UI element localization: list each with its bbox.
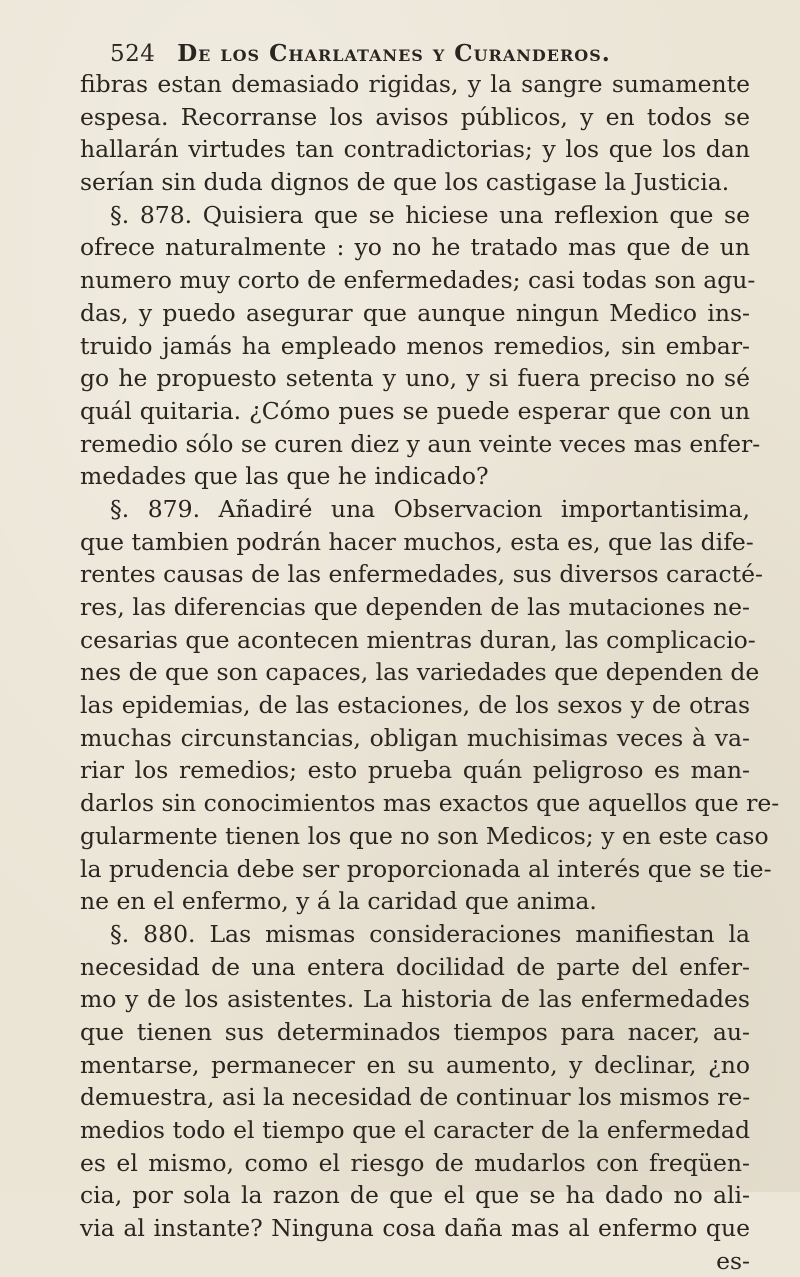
text-line: go he propuesto setenta y uno, y si fuera preciso no sé	[80, 364, 750, 393]
text-line: cia, por sola la razon de que el que se ha dado no ali-	[80, 1181, 750, 1210]
text-line: hallarán virtudes tan contradictorias; y los que los dan	[80, 135, 750, 164]
text-line: las epidemias, de las estaciones, de los sexos y de otras	[80, 691, 750, 720]
text-line: medades que las que he indicado?	[80, 462, 489, 491]
text-line: riar los remedios; esto prueba quán peligroso es man-	[80, 756, 750, 785]
text-line: cesarias que acontecen mientras duran, las complicacio-	[80, 625, 756, 654]
text-line: nes de que son capaces, las variedades que dependen de	[80, 658, 760, 687]
text-line: via al instante? Ninguna cosa daña mas al enfermo que	[80, 1214, 750, 1243]
text-line: ofrece naturalmente : yo no he tratado mas que de un	[80, 233, 750, 262]
text-line: mo y de los asistentes. La historia de las enfermedades	[80, 985, 750, 1014]
paragraph-879-start: §. 879. Añadiré una Observacion importantisima,	[110, 494, 750, 523]
paragraph-880-start: §. 880. Las mismas consideraciones manifiestan la	[110, 919, 750, 948]
text-line: demuestra, asi la necesidad de continuar los mismos re-	[80, 1083, 751, 1112]
catchword: es-	[716, 1246, 750, 1275]
paragraph-878-start: §. 878. Quisiera que se hiciese una reflexion que se	[110, 200, 750, 229]
text-line: muchas circunstancias, obligan muchisimas veces à va-	[80, 723, 750, 752]
text-line: medios todo el tiempo que el caracter de la enfermedad	[80, 1116, 750, 1144]
text-line: que tambien podrán hacer muchos, esta es, que las dife-	[80, 527, 754, 556]
text-line: das, y puedo asegurar que aunque ningun Medico ins-	[80, 298, 750, 327]
text-line: truido jamás ha empleado menos remedios, sin embar-	[80, 331, 750, 360]
text-line: es el mismo, como el riesgo de mudarlos con freqüen-	[80, 1148, 750, 1177]
text-line: fibras estan demasiado rigidas, y la sangre sumamente	[80, 70, 750, 98]
text-line: gularmente tienen los que no son Medicos; y en este caso	[80, 821, 769, 850]
running-title: De los Charlatanes y Curanderos.	[177, 40, 611, 67]
text-line: que tienen sus determinados tiempos para nacer, au-	[80, 1017, 750, 1046]
text-line: quál quitaria. ¿Cómo pues se puede esperar que con un	[80, 396, 750, 425]
text-line: darlos sin conocimientos mas exactos que aquellos que re-	[80, 789, 780, 818]
text-line: espesa. Recorranse los avisos públicos, y en todos se	[80, 102, 750, 131]
page-number: 524	[110, 41, 156, 67]
text-line: res, las diferencias que dependen de las mutaciones ne-	[80, 593, 750, 621]
text-line: numero muy corto de enfermedades; casi todas son agu-	[80, 266, 756, 295]
text-line: ne en el enfermo, y á la caridad que anima.	[80, 887, 597, 916]
text-line: remedio sólo se curen diez y aun veinte veces mas enfer-	[80, 429, 761, 458]
text-line: necesidad de una entera docilidad de parte del enfer-	[80, 952, 750, 981]
body-text	[80, 68, 780, 1277]
text-line: mentarse, permanecer en su aumento, y declinar, ¿no	[80, 1050, 750, 1079]
text-line: rentes causas de las enfermedades, sus diversos caracté-	[80, 560, 763, 589]
text-line: serían sin duda dignos de que los castigase la Justicia.	[80, 168, 730, 197]
text-line: la prudencia debe ser proporcionada al interés que se tie-	[80, 854, 772, 883]
